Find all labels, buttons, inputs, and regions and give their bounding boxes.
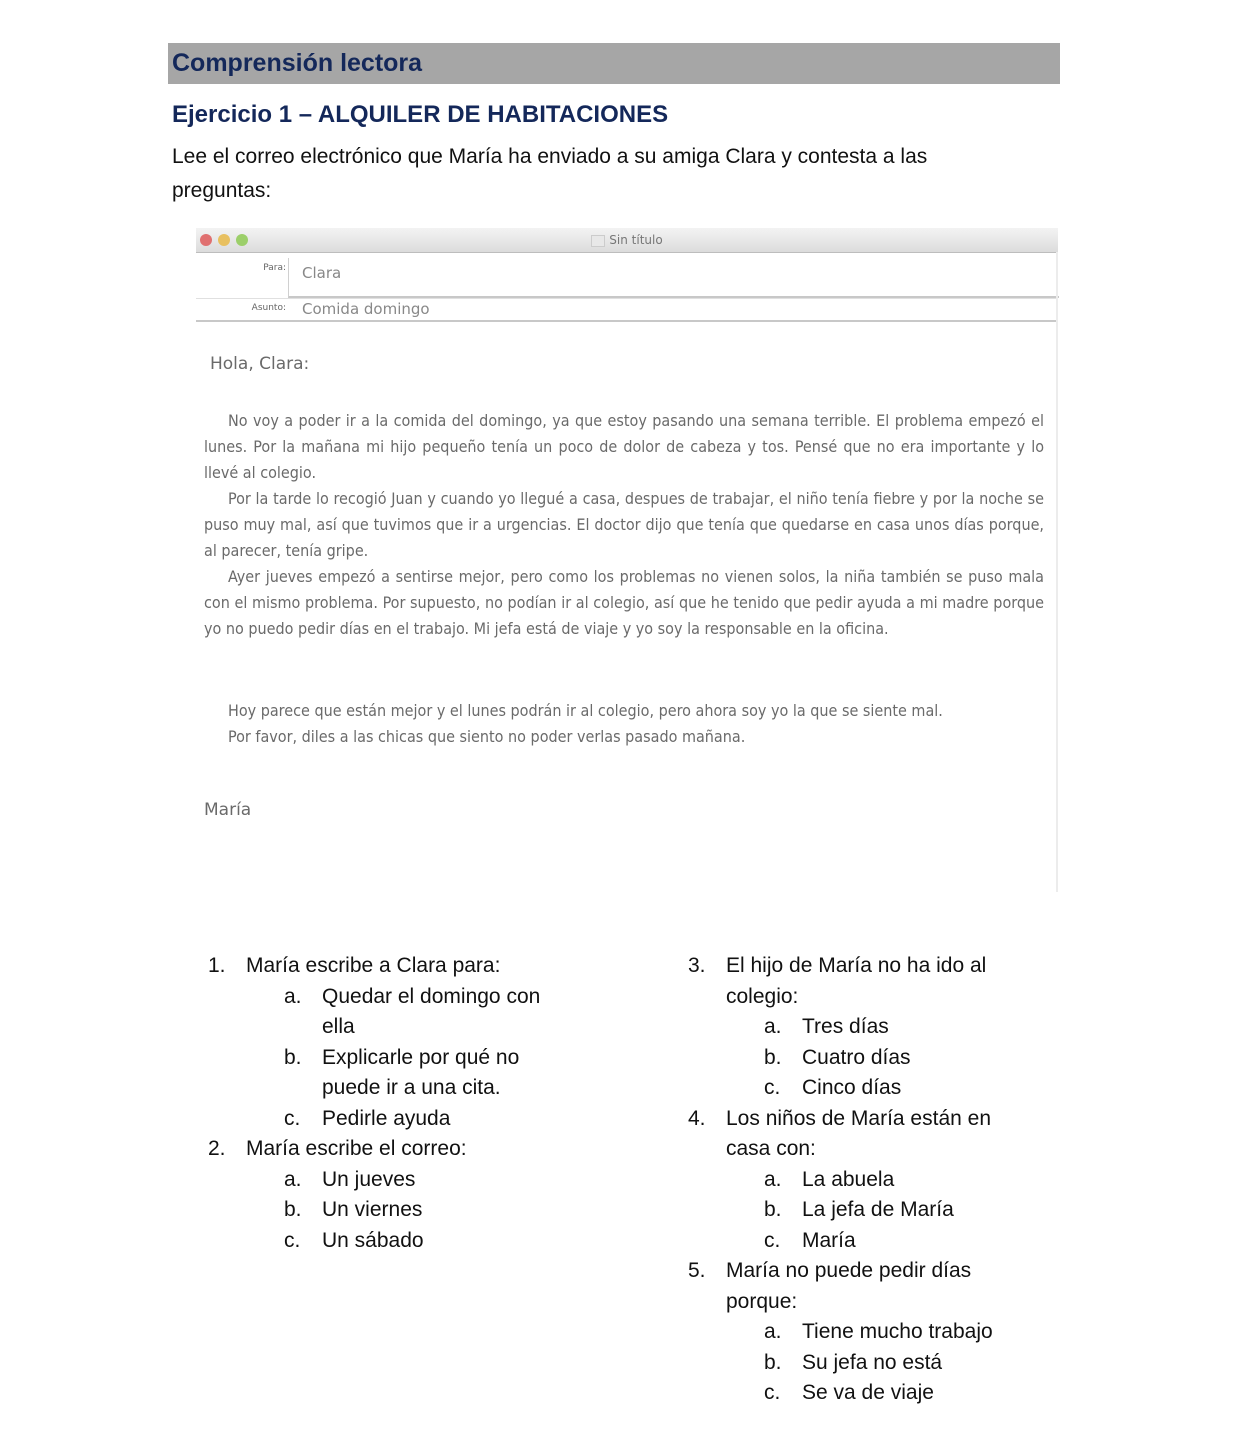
answer-option[interactable]: a. Un jueves <box>284 1167 416 1191</box>
answer-option[interactable]: b. Cuatro días <box>764 1045 911 1069</box>
answer-option[interactable]: a. Quedar el domingo con ella <box>284 984 541 1038</box>
answer-option[interactable]: a. Tiene mucho trabajo <box>764 1320 993 1343</box>
answer-option[interactable]: c. Cinco días <box>764 1076 902 1099</box>
section-header-bar <box>168 43 1060 84</box>
subject-field[interactable]: Comida domingo <box>302 300 430 318</box>
window-edge <box>1056 252 1058 892</box>
answer-option[interactable]: a. La abuela <box>764 1167 895 1191</box>
subject-label: Asunto: <box>251 303 286 313</box>
answer-option[interactable]: b. Un viernes <box>284 1198 423 1221</box>
questions-right-column <box>688 951 1028 1409</box>
question: 4. Los niños de María están en casa con: <box>688 1106 992 1160</box>
email-greeting: Hola, Clara: <box>210 354 310 374</box>
section-title: Comprensión lectora <box>172 49 423 77</box>
email-paragraph: Hoy parece que están mejor y el lunes podrán ir al colegio, pero ahora soy yo la que se siente mal. <box>228 701 943 720</box>
email-body <box>204 408 1044 642</box>
answer-option[interactable]: c. María <box>764 1228 856 1252</box>
questions-left-column <box>208 951 588 1256</box>
exercise-title: Ejercicio 1 – ALQUILER DE HABITACIONES <box>172 101 669 128</box>
question: 2. María escribe el correo: <box>208 1137 467 1160</box>
divider <box>196 298 1058 299</box>
divider <box>196 320 1058 322</box>
answer-option[interactable]: c. Un sábado <box>284 1228 424 1252</box>
question: 3. El hijo de María no ha ido al colegio: <box>688 954 987 1008</box>
email-paragraph: Ayer jueves empezó a sentirse mejor, pero como los problemas no vienen solos, la niña también se puso mala con el mismo problema. Por supuesto, no podían ir al colegio, así que he tenido que pedir ayuda a mi madre porque yo no puedo pedir días en el trabajo. Mi jefa está de viaje y yo soy la responsable en la oficina. <box>204 567 1044 638</box>
document-icon <box>591 235 605 247</box>
email-paragraph: Por la tarde lo recogió Juan y cuando yo llegué a casa, despues de trabajar, el niño tenía fiebre y por la noche se puso muy mal, así que tuvimos que ir a urgencias. El doctor dijo que tenía que quedarse en casa unos días porque, al parecer, tenía gripe. <box>204 489 1044 560</box>
instructions: Lee el correo electrónico que María ha enviado a su amiga Clara y contesta a las preguntas: <box>172 145 928 202</box>
to-field-box <box>288 258 1059 298</box>
email-window <box>196 228 1058 893</box>
answer-option[interactable]: b. Su jefa no está <box>764 1350 943 1374</box>
email-body-end <box>204 698 1044 750</box>
answer-option[interactable]: a. Tres días <box>764 1015 889 1038</box>
to-label: Para: <box>263 263 286 273</box>
email-titlebar <box>196 228 1058 253</box>
email-signature: María <box>204 800 252 820</box>
email-paragraph: Por favor, diles a las chicas que siento no poder verlas pasado mañana. <box>228 727 746 746</box>
answer-option[interactable]: c. Pedirle ayuda <box>284 1106 451 1130</box>
question: 5. María no puede pedir días porque: <box>688 1259 972 1313</box>
window-title <box>196 233 1058 247</box>
email-paragraph: No voy a poder ir a la comida del domingo, ya que estoy pasando una semana terrible. El problema empezó el lunes. Por la mañana mi hijo pequeño tenía un poco de dolor de cabeza y tos. Pensé que no era importante y lo llevé al colegio. <box>204 411 1044 482</box>
answer-option[interactable]: b. La jefa de María <box>764 1198 954 1221</box>
question: 1. María escribe a Clara para: <box>208 954 501 977</box>
window-title-text: Sin título <box>609 233 663 247</box>
answer-option[interactable]: b. Explicarle por qué no puede ir a una cita. <box>284 1045 520 1099</box>
answer-option[interactable]: c. Se va de viaje <box>764 1381 934 1404</box>
to-field[interactable]: Clara <box>302 264 342 282</box>
